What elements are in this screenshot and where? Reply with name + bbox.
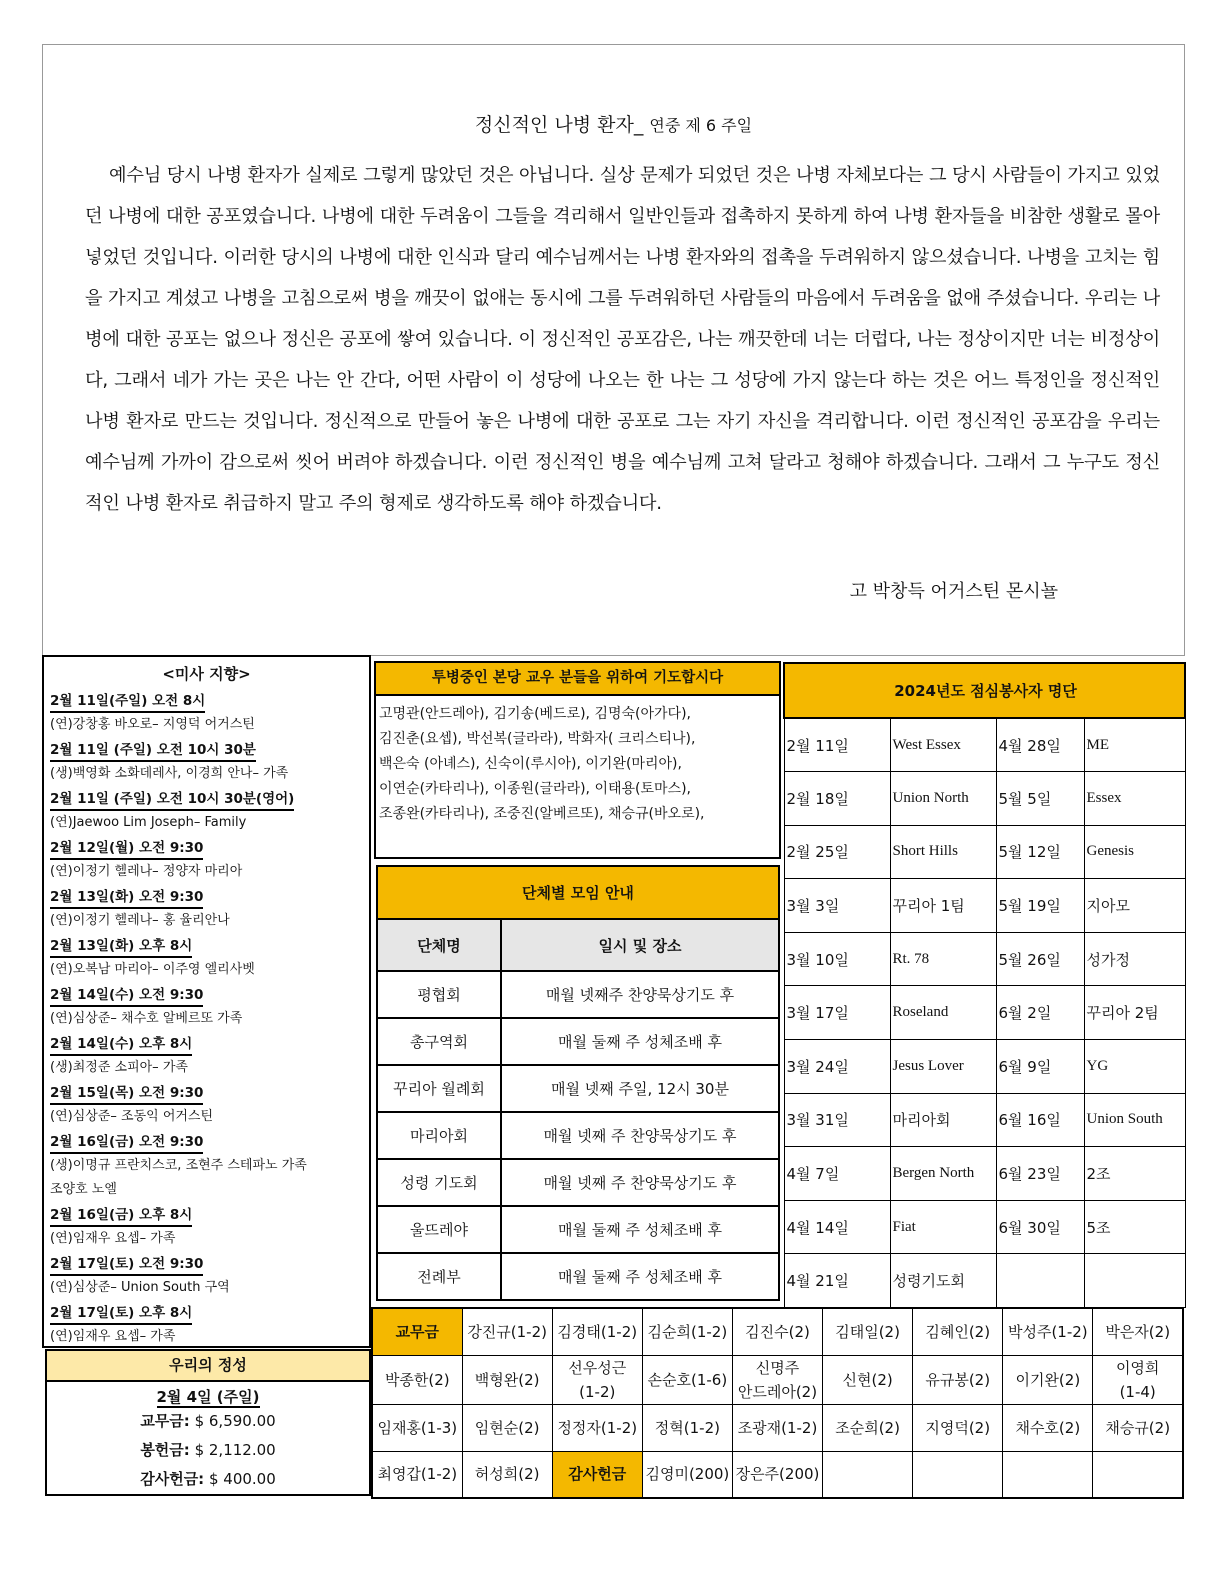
offering-title: 우리의 정성 — [47, 1351, 369, 1382]
lunch-date: 3월 3일 — [784, 879, 890, 933]
lunch-team: 5조 — [1084, 1200, 1185, 1254]
lunch-volunteers-table — [783, 662, 1186, 1308]
group-name: 꾸리아 월례회 — [377, 1065, 501, 1112]
group-row — [377, 1206, 779, 1253]
mass-entry — [50, 1082, 369, 1129]
mass-entry — [50, 984, 369, 1031]
donation-cell: 손순호(1-6) — [642, 1355, 732, 1404]
donation-cell: 조광재(1-2) — [732, 1404, 822, 1451]
lunch-date: 5월 12일 — [996, 825, 1084, 879]
lunch-team: Rt. 78 — [890, 932, 996, 986]
donation-cell: 채승규(2) — [1093, 1404, 1183, 1451]
donation-cell: 신현(2) — [823, 1355, 913, 1404]
lunch-team: Short Hills — [890, 825, 996, 879]
donation-category-label: 감사헌금 — [552, 1451, 642, 1498]
lunch-row — [784, 1200, 1185, 1254]
offering-date-text: 2월 4일 (주일) — [156, 1388, 260, 1406]
lunch-team: Fiat — [890, 1200, 996, 1254]
lunch-row — [784, 772, 1185, 826]
group-col-schedule: 일시 및 장소 — [501, 919, 779, 971]
donation-cell: 채수호(2) — [1003, 1404, 1093, 1451]
group-table-title: 단체별 모임 안내 — [377, 866, 779, 919]
donation-cell: 임재홍(1-3) — [372, 1404, 462, 1451]
donation-cell: 김순희(1-2) — [642, 1308, 732, 1355]
lunch-team: 2조 — [1084, 1147, 1185, 1201]
lunch-date: 2월 25일 — [784, 825, 890, 879]
group-name: 총구역회 — [377, 1018, 501, 1065]
offering-row — [47, 1407, 369, 1436]
lunch-date: 4월 7일 — [784, 1147, 890, 1201]
mass-entry — [50, 788, 369, 835]
group-table-header — [377, 866, 779, 919]
mass-entry — [50, 1253, 369, 1300]
donation-cell: 박성주(1-2) — [1003, 1308, 1093, 1355]
donation-cell: 선우성근 (1-2) — [552, 1355, 642, 1404]
mass-entry — [50, 935, 369, 982]
offering-label: 교무금: — [140, 1412, 190, 1430]
lunch-date: 3월 17일 — [784, 986, 890, 1040]
group-name: 울뜨레야 — [377, 1206, 501, 1253]
prayer-title: 투병중인 본당 교우 분들을 위하여 기도합시다 — [376, 663, 779, 696]
lunch-team: West Essex — [890, 718, 996, 772]
mass-date: 2월 14일(수) 오전 9:30 — [50, 987, 203, 1007]
lunch-team: 마리아회 — [890, 1093, 996, 1147]
mass-date: 2월 17일(토) 오후 8시 — [50, 1305, 192, 1325]
lunch-team: Jesus Lover — [890, 1040, 996, 1094]
lunch-team: YG — [1084, 1040, 1185, 1094]
group-schedule: 매월 둘째 주 성체조배 후 — [501, 1018, 779, 1065]
offering-row — [47, 1465, 369, 1494]
mass-date: 2월 11일 (주일) 오전 10시 30분 — [50, 742, 256, 762]
mass-entry — [50, 886, 369, 933]
donation-row — [372, 1308, 1183, 1355]
group-schedule: 매월 넷째 주일, 12시 30분 — [501, 1065, 779, 1112]
lunch-row — [784, 1040, 1185, 1094]
donation-cell: 김영미(200) — [642, 1451, 732, 1498]
lunch-team: Bergen North — [890, 1147, 996, 1201]
donations-table — [371, 1307, 1184, 1499]
mass-intention: (연)이정기 헬레나– 정양자 마리아 — [50, 864, 243, 879]
donation-cell: 김진수(2) — [732, 1308, 822, 1355]
offering-row — [47, 1436, 369, 1465]
donation-cell: 백형완(2) — [462, 1355, 552, 1404]
offering-amount: $ 2,112.00 — [194, 1441, 276, 1459]
mass-date: 2월 17일(토) 오전 9:30 — [50, 1256, 203, 1276]
mass-entry — [50, 1204, 369, 1251]
donation-cell: 박은자(2) — [1093, 1308, 1183, 1355]
lunch-team: Genesis — [1084, 825, 1185, 879]
mass-entry — [50, 837, 369, 884]
lunch-team: 지아모 — [1084, 879, 1185, 933]
offering-label: 감사헌금: — [140, 1470, 205, 1488]
lunch-header — [784, 663, 1185, 718]
donation-row — [372, 1451, 1183, 1498]
group-row — [377, 971, 779, 1018]
lunch-date: 5월 19일 — [996, 879, 1084, 933]
lunch-row — [784, 825, 1185, 879]
group-name: 성령 기도회 — [377, 1159, 501, 1206]
donation-cell: 지영덕(2) — [913, 1404, 1003, 1451]
lunch-date: 3월 10일 — [784, 932, 890, 986]
lunch-team: 꾸리아 1팀 — [890, 879, 996, 933]
lunch-date: 5월 5일 — [996, 772, 1084, 826]
mass-intention: (연)임재우 요셉– 가족 — [50, 1329, 176, 1344]
group-schedule: 매월 둘째 주 성체조배 후 — [501, 1206, 779, 1253]
donation-category-label: 교무금 — [372, 1308, 462, 1355]
donation-cell: 박종한(2) — [372, 1355, 462, 1404]
mass-intention: (연)심상준– Union South 구역 — [50, 1280, 230, 1295]
mass-intentions-list — [50, 690, 369, 1349]
group-schedule: 매월 넷째 주 찬양묵상기도 후 — [501, 1159, 779, 1206]
donation-cell — [913, 1451, 1003, 1498]
group-schedule: 매월 둘째 주 성체조배 후 — [501, 1253, 779, 1300]
mass-date: 2월 15일(목) 오전 9:30 — [50, 1085, 203, 1105]
lunch-date: 6월 23일 — [996, 1147, 1084, 1201]
group-meetings-table — [376, 865, 780, 1301]
mass-intention: (연)Jaewoo Lim Joseph– Family — [50, 815, 247, 830]
mass-intention: (연)임재우 요셉– 가족 — [50, 1231, 176, 1246]
group-schedule: 매월 넷째 주 찬양묵상기도 후 — [501, 1112, 779, 1159]
group-row — [377, 1159, 779, 1206]
mass-intention: (연)이정기 헬레나– 홍 율리안나 — [50, 913, 230, 928]
group-row — [377, 1018, 779, 1065]
donation-cell: 신명주 안드레아(2) — [732, 1355, 822, 1404]
lunch-row — [784, 879, 1185, 933]
group-row — [377, 1253, 779, 1300]
lunch-team — [1084, 1254, 1185, 1308]
lunch-date: 3월 24일 — [784, 1040, 890, 1094]
lunch-row — [784, 932, 1185, 986]
mass-intention: 조양호 노엘 — [50, 1182, 117, 1197]
lunch-date: 4월 28일 — [996, 718, 1084, 772]
donation-cell — [823, 1451, 913, 1498]
donation-row — [372, 1404, 1183, 1451]
group-row — [377, 1065, 779, 1112]
donation-cell: 정혁(1-2) — [642, 1404, 732, 1451]
mass-entry — [50, 1131, 369, 1202]
mass-intention: (연)오복남 마리아– 이주영 엘리사벳 — [50, 962, 255, 977]
mass-entry — [50, 690, 369, 737]
lunch-date: 2월 18일 — [784, 772, 890, 826]
donation-cell — [1003, 1451, 1093, 1498]
prayer-list: 고명관(안드레아), 김기송(베드로), 김명숙(아가다), 김진춘(요셉), 박선복(글라라), 박화자( 크리스티나), 백은숙 (아녜스), 신숙이(루시아), 이기완(마리아), 이연순(카타리나), 이종원(글라라), 이태용(토마스), 조종완(카타리나), 조중진(알베르또), 채승규(바오로), — [379, 706, 705, 822]
mass-entry — [50, 1033, 369, 1080]
lunch-date — [996, 1254, 1084, 1308]
lunch-team: 꾸리아 2팀 — [1084, 986, 1185, 1040]
article-title-main: 정신적인 나병 환자_ — [474, 114, 644, 136]
mass-entry — [50, 1302, 369, 1349]
lunch-team: Union South — [1084, 1093, 1185, 1147]
lunch-title: 2024년도 점심봉사자 명단 — [784, 663, 1185, 718]
donation-cell: 조순희(2) — [823, 1404, 913, 1451]
lunch-date: 6월 9일 — [996, 1040, 1084, 1094]
donation-row — [372, 1355, 1183, 1404]
mass-intention: (연)심상준– 채수호 알베르또 가족 — [50, 1011, 243, 1026]
lunch-team: 성가정 — [1084, 932, 1185, 986]
donation-cell: 이영희 (1-4) — [1093, 1355, 1183, 1404]
lunch-date: 6월 30일 — [996, 1200, 1084, 1254]
donation-cell: 장은주(200) — [732, 1451, 822, 1498]
donation-cell: 임현순(2) — [462, 1404, 552, 1451]
mass-intentions-title: <미사 지향> — [162, 665, 251, 683]
mass-intentions-box — [42, 655, 371, 1348]
group-name: 평협회 — [377, 971, 501, 1018]
donation-cell: 강진규(1-2) — [462, 1308, 552, 1355]
mass-date: 2월 13일(화) 오전 9:30 — [50, 889, 203, 909]
article-author: 고 박창득 어거스틴 몬시뇰 — [849, 581, 1058, 602]
lunch-team: ME — [1084, 718, 1185, 772]
lunch-row — [784, 718, 1185, 772]
donation-cell: 허성희(2) — [462, 1451, 552, 1498]
lunch-date: 6월 2일 — [996, 986, 1084, 1040]
mass-intention: (생)최정준 소피아– 가족 — [50, 1060, 188, 1075]
article-box — [42, 44, 1185, 656]
group-schedule: 매월 넷째주 찬양묵상기도 후 — [501, 971, 779, 1018]
lunch-team: Roseland — [890, 986, 996, 1040]
group-column-headers — [377, 919, 779, 971]
donation-cell: 김경태(1-2) — [552, 1308, 642, 1355]
mass-intention: (생)백영화 소화데레사, 이경희 안나– 가족 — [50, 766, 289, 781]
lunch-date: 2월 11일 — [784, 718, 890, 772]
offering-rows — [47, 1407, 369, 1494]
mass-date: 2월 14일(수) 오후 8시 — [50, 1036, 192, 1056]
donation-cell: 유규봉(2) — [913, 1355, 1003, 1404]
mass-date: 2월 13일(화) 오후 8시 — [50, 938, 192, 958]
mass-date: 2월 16일(금) 오후 8시 — [50, 1207, 192, 1227]
group-row — [377, 1112, 779, 1159]
lunch-date: 6월 16일 — [996, 1093, 1084, 1147]
lunch-team: Union North — [890, 772, 996, 826]
article-subtitle: 연중 제 6 주일 — [649, 116, 753, 135]
lunch-date: 4월 14일 — [784, 1200, 890, 1254]
lunch-team: Essex — [1084, 772, 1185, 826]
lunch-date: 3월 31일 — [784, 1093, 890, 1147]
offering-date — [47, 1386, 369, 1407]
group-col-name: 단체명 — [377, 919, 501, 971]
mass-date: 2월 11일(주일) 오전 8시 — [50, 693, 205, 713]
mass-date: 2월 12일(월) 오전 9:30 — [50, 840, 203, 860]
mass-entry — [50, 739, 369, 786]
lunch-date: 5월 26일 — [996, 932, 1084, 986]
offering-amount: $ 6,590.00 — [194, 1412, 276, 1430]
donation-cell: 정정자(1-2) — [552, 1404, 642, 1451]
donation-cell: 이기완(2) — [1003, 1355, 1093, 1404]
article-body: 예수님 당시 나병 환자가 실제로 그렇게 많았던 것은 아닙니다. 실상 문제가 되었던 것은 나병 자체보다는 그 당시 사람들이 가지고 있었던 나병에 대한 공포였습니다. 나병에 대한 두려움이 그들을 격리해서 일반인들과 접촉하지 못하게 하여 나병 환자들을 비참한 생활로 몰아 넣었던 것입니다. 이러한 당시의 나병에 대한 인식과 달리 예수님께서는 나병 환자와의 접촉을 두려워하지 않으셨습니다. 나병을 고치는 힘을 가지고 계셨고 나병을 고침으로써 병을 깨끗이 없애는 동시에 그를 두려워하던 사람들의 마음에서 두려움을 없애 주셨습니다. 우리는 나병에 대한 공포는 없으나 정신은 공포에 쌓여 있습니다. 이 정신적인 공포감은, 나는 깨끗한데 너는 더럽다, 나는 정상이지만 너는 비정상이다, 그래서 네가 가는 곳은 나는 안 간다, 어떤 사람이 이 성당에 나오는 한 나는 그 성당에 가지 않는다 하는 것은 어느 특정인을 정신적인 나병 환자로 만드는 것입니다. 정신적으로 만들어 놓은 나병에 대한 공포로 그는 자기 자신을 격리합니다. 이런 정신적인 공포감을 우리는 예수님께 가까이 감으로써 씻어 버려야 하겠습니다. 이런 정신적인 병을 예수님께 고쳐 달라고 청해야 하겠습니다. 그래서 그 누구도 정신적인 나병 환자로 취급하지 말고 주의 형제로 생각하도록 해야 하겠습니다. — [85, 165, 1160, 514]
mass-intention: (연)강창홍 바오로– 지영덕 어거스틴 — [50, 717, 255, 732]
lunch-row — [784, 1147, 1185, 1201]
group-name: 전례부 — [377, 1253, 501, 1300]
mass-intention: (생)이명규 프란치스코, 조현주 스테파노 가족 — [50, 1158, 307, 1173]
mass-date: 2월 16일(금) 오전 9:30 — [50, 1134, 203, 1154]
prayer-box — [374, 661, 781, 859]
group-name: 마리아회 — [377, 1112, 501, 1159]
lunch-row — [784, 1093, 1185, 1147]
lunch-date: 4월 21일 — [784, 1254, 890, 1308]
offering-label: 봉헌금: — [140, 1441, 190, 1459]
offering-amount: $ 400.00 — [208, 1470, 276, 1488]
article-title — [43, 110, 1184, 137]
lunch-team: 성령기도회 — [890, 1254, 996, 1308]
mass-date: 2월 11일 (주일) 오전 10시 30분(영어) — [50, 791, 294, 811]
donation-cell — [1093, 1451, 1183, 1498]
mass-intention: (연)심상준– 조동익 어거스틴 — [50, 1109, 214, 1124]
donation-cell: 김혜인(2) — [913, 1308, 1003, 1355]
donation-cell: 김태일(2) — [823, 1308, 913, 1355]
offering-box — [45, 1349, 371, 1496]
lunch-row — [784, 1254, 1185, 1308]
lunch-row — [784, 986, 1185, 1040]
donation-cell: 최영갑(1-2) — [372, 1451, 462, 1498]
